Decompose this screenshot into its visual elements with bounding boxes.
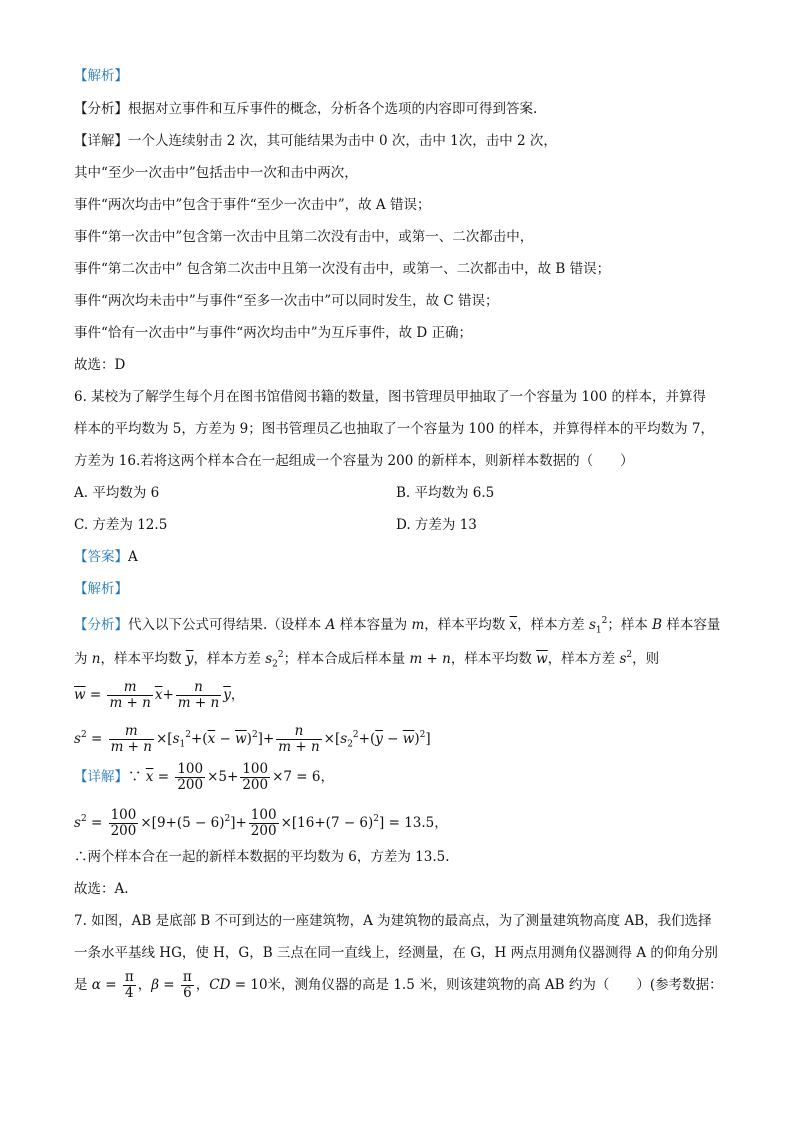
fenxi-text: 根据对立事件和互斥事件的概念，分析各个选项的内容即可得到答案. (128, 101, 538, 117)
analysis-line (74, 100, 537, 118)
fraction: $\frac{m}{m + n}$ (110, 723, 152, 755)
analysis-header: 【解析】 (74, 68, 128, 84)
detail-2-line-2: $s^2$ = $\frac{100}{200}$ $\times[9+(5 - 6)^2]+$ $\frac{100}{200}$ $\times[16+(7 - 6)^2] = 13.5$， (74, 807, 448, 839)
fraction: $\frac{n}{m + n}$ (278, 723, 320, 755)
option-d: D. 方差为 13 (396, 517, 477, 533)
daan-tag: 【答案】 (74, 549, 128, 565)
formula-mean: $\overline{w}$ = $\frac{m}{m + n}$ $\overline{x}+$ $\frac{n}{m + n}$ $\overline{y}$， (74, 679, 245, 711)
detail-line-6: 事件“两次均未击中”与事件“至多一次击中”可以同时发生，故 C 错误； (74, 293, 499, 309)
answer-line: 故选：D (74, 357, 126, 373)
answer-line-2: 故选：A. (74, 881, 129, 897)
question-6-line-2: 样本的平均数为 5，方差为 9；图书管理员乙也抽取了一个容量为 100 的样本，并算得样本的平均数为 7， (74, 421, 714, 437)
fraction: $\frac{100}{200}$ (177, 761, 204, 793)
fenxi-tag: 【分析】 (74, 101, 128, 117)
fraction: $\frac{m}{m + n}$ (109, 679, 151, 711)
question-7-line-3: 是 α = $\frac{\pi}{4}$ ，β = $\frac{\pi}{6}$ ，CD = 10米，测角仪器的高是 1.5 米，则该建筑物的高 AB 约为（ ）(参考数据： (74, 969, 723, 1001)
formula-variance: $s^2$ = $\frac{m}{m + n}$ $\times[s_1^2+(\overline{x} - \overline{w})^2]+$ $\frac{n}{m + n}$ $\times[s_2^2+(\overline{y} - \overline{w})^2]$ (74, 723, 431, 755)
question-6-line-3: 方差为 16.若将这两个样本合在一起组成一个容量为 200 的新样本，则新样本数据的（ ） (74, 453, 634, 469)
question-7-line-2: 一条水平基线 HG，使 H，G，B 三点在同一直线上，经测量，在 G，H 两点用测角仪器测得 A 的仰角分别 (74, 945, 718, 961)
analysis-header-2: 【解析】 (74, 581, 128, 597)
fenxi-tag-2: 【分析】 (74, 617, 128, 633)
conclusion-line: ∴两个样本合在一起的新样本数据的平均数为 6，方差为 13.5. (74, 849, 450, 865)
detail-line-5: 事件“第二次击中” 包含第二次击中且第一次没有击中，或第一、二次都击中，故 B 错误； (74, 261, 611, 277)
question-6-line-1: 6. 某校为了解学生每个月在图书馆借阅书籍的数量，图书管理员甲抽取了一个容量为 100 的样本，并算得 (74, 389, 707, 405)
detail-line-4: 事件“第一次击中”包含第一次击中且第二次没有击中，或第一、二次都击中， (74, 229, 534, 245)
detail-line-7: 事件“恰有一次击中”与事件“两次均击中”为互斥事件，故 D 正确； (74, 325, 473, 341)
answer-block (74, 548, 138, 566)
xiangjie-text: 一个人连续射击 2 次，其可能结果为击中 0 次，击中 1次，击中 2 次， (128, 133, 557, 149)
analysis-2-line-1: 【分析】代入以下公式可得结果.（设样本 A 样本容量为 m，样本平均数 $\overline{x}$，样本方差 $s_1^2$；样本 B 样本容量 (74, 616, 721, 636)
fraction: $\frac{\pi}{6}$ (182, 969, 192, 1001)
detail-line (74, 132, 557, 150)
daan-value: A (128, 549, 138, 565)
option-c: C. 方差为 12.5 (74, 517, 168, 533)
fraction: $\frac{100}{200}$ (110, 807, 137, 839)
option-a: A. 平均数为 6 (74, 485, 160, 501)
fraction: $\frac{n}{m + n}$ (177, 679, 220, 711)
detail-line-3: 事件“两次均击中”包含于事件“至少一次击中”，故 A 错误； (74, 197, 431, 213)
detail-2-line-1: 【详解】∵ $\overline{x}$ = $\frac{100}{200}$ ×5+ $\frac{100}{200}$ ×7 = 6， (74, 761, 335, 793)
fraction: $\frac{100}{200}$ (242, 761, 269, 793)
fraction: $\frac{100}{200}$ (250, 807, 277, 839)
fraction: $\frac{\pi}{4}$ (124, 969, 134, 1001)
option-b: B. 平均数为 6.5 (396, 485, 495, 501)
xiangjie-tag: 【详解】 (74, 133, 128, 149)
analysis-2-line-2: 为 n，样本平均数 $\overline{y}$，样本方差 $s_2^2$；样本合成后样本量 m + n，样本平均数 $\overline{w}$，样本方差 $s^2$，则 (74, 650, 660, 670)
detail-line-2: 其中“至少一次击中”包括击中一次和击中两次， (74, 165, 358, 181)
question-7-line-1: 7. 如图，AB 是底部 B 不可到达的一座建筑物，A 为建筑物的最高点，为了测量建筑物高度 AB，我们选择 (74, 913, 712, 929)
